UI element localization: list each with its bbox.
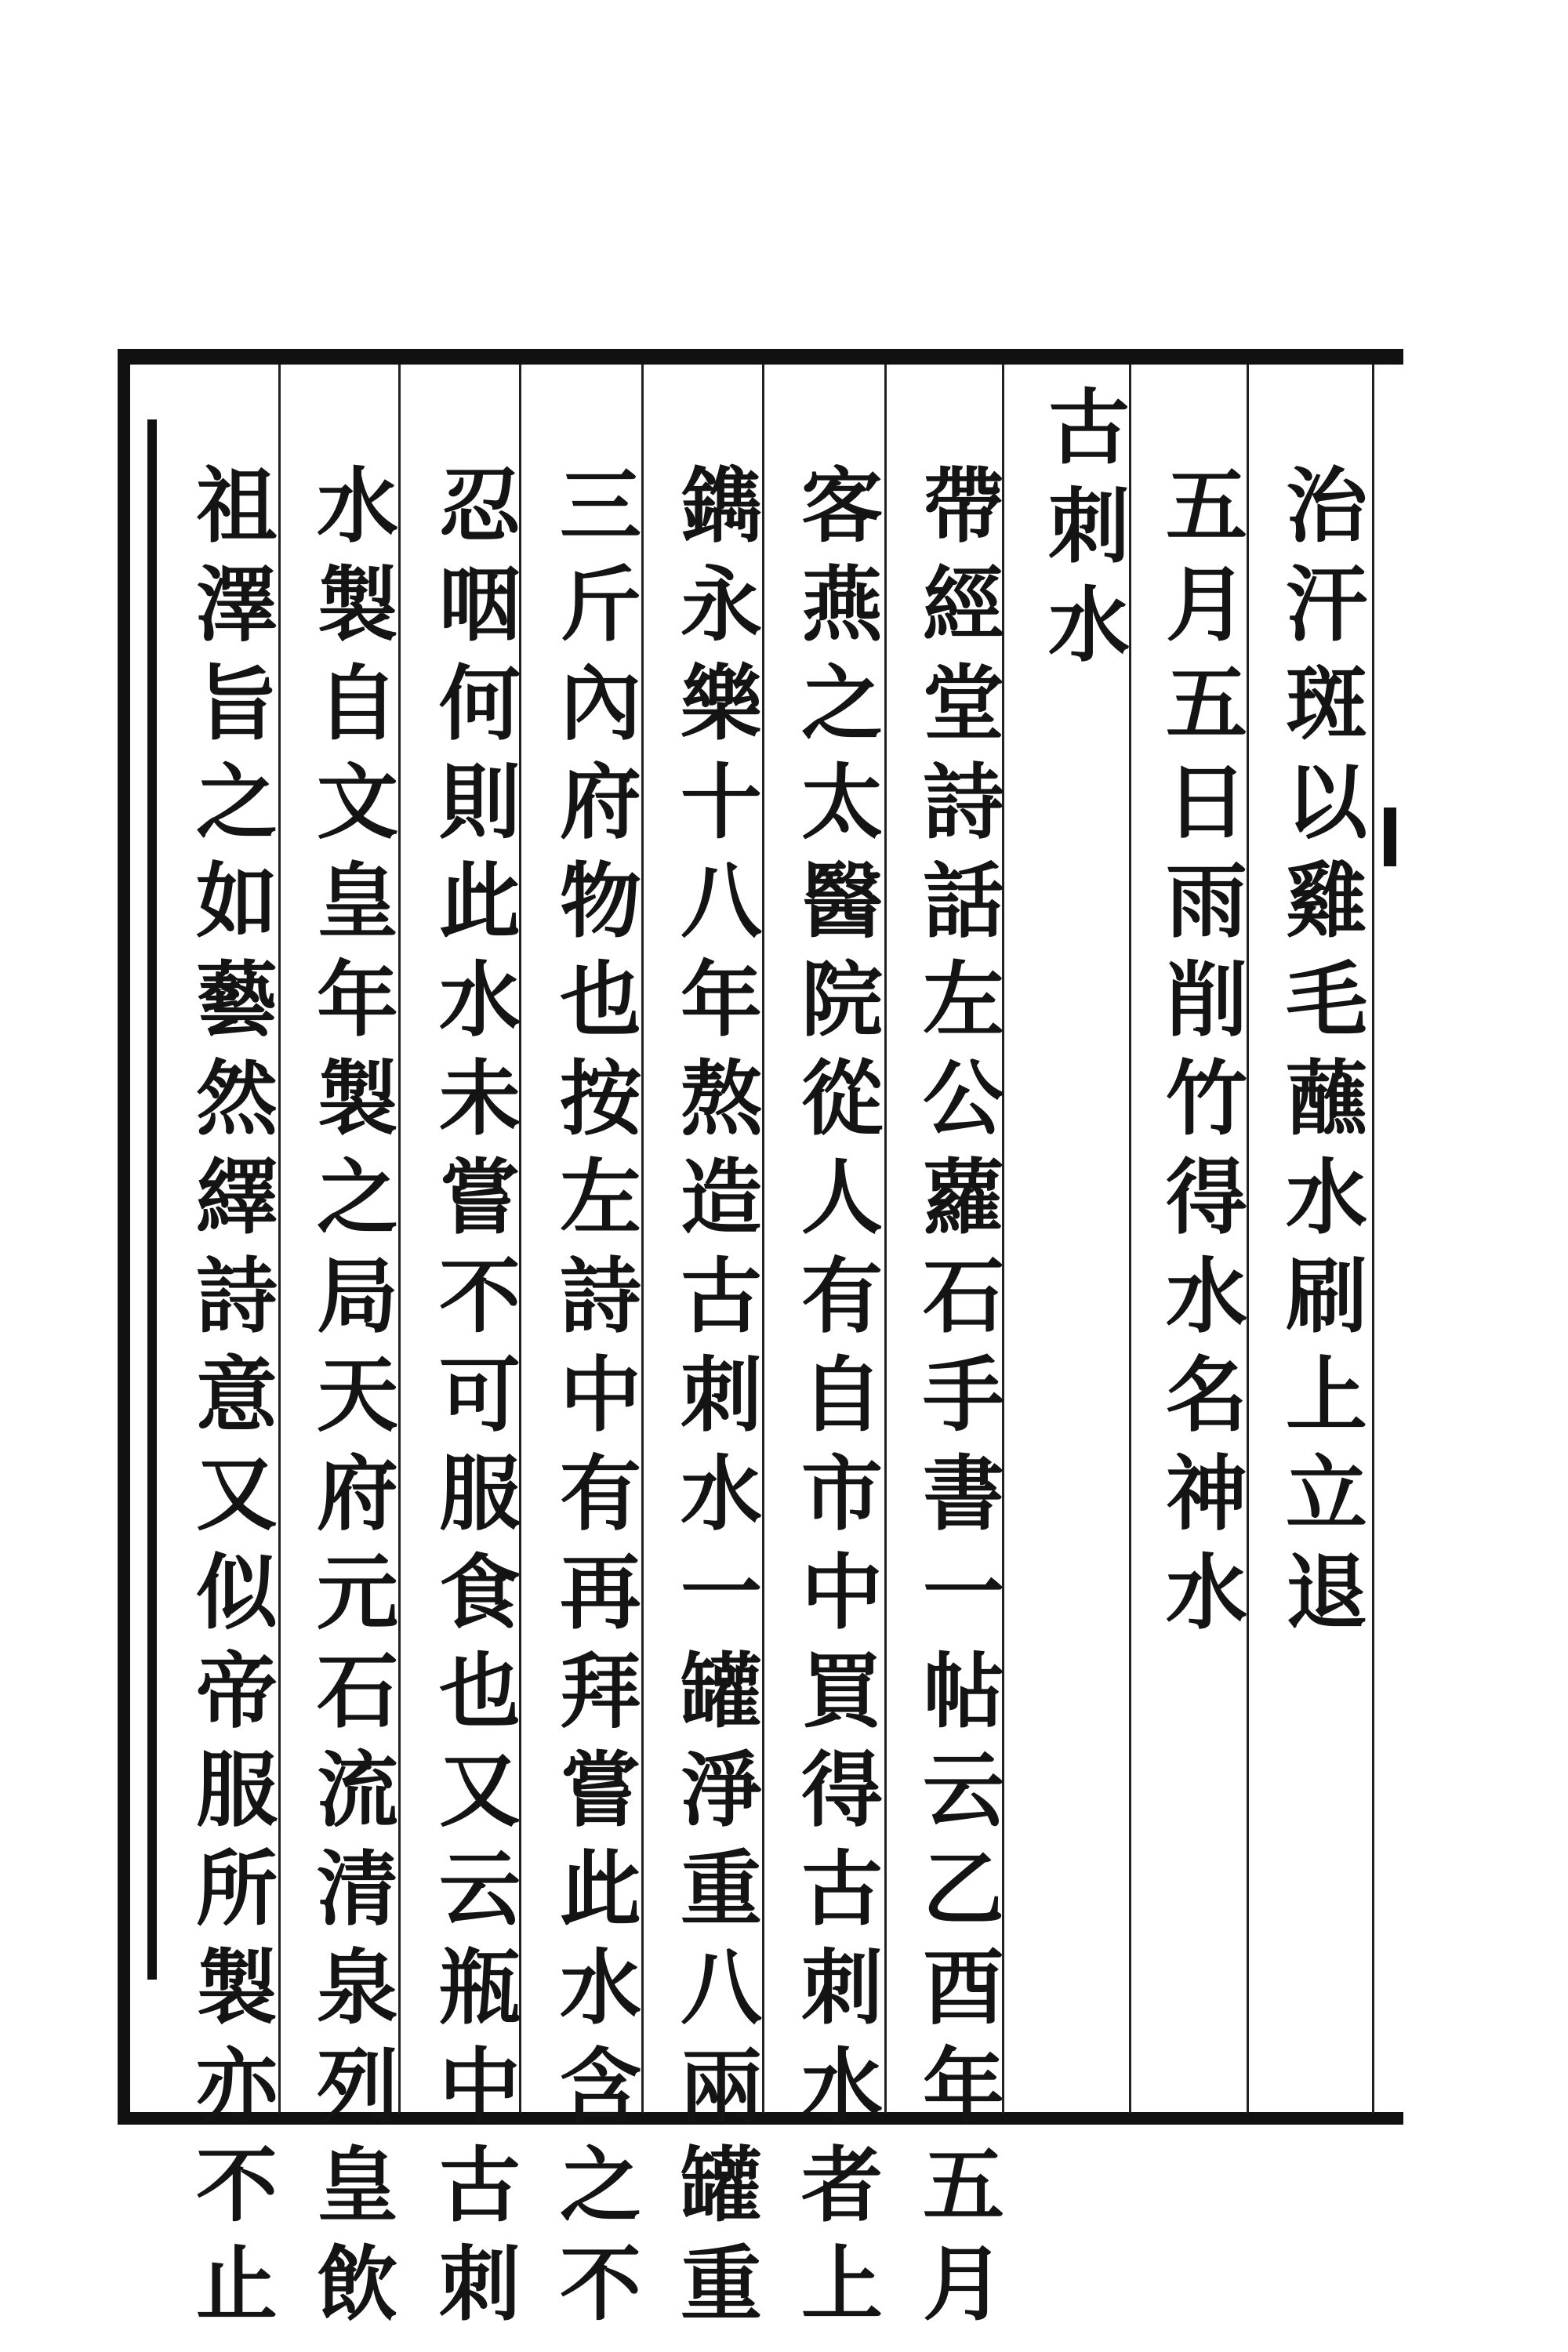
- text-column-2: 五月五日雨削竹得水名神水: [1152, 463, 1248, 1648]
- margin-mark: [1384, 808, 1396, 866]
- text-column-3: 古刺水: [1034, 384, 1131, 681]
- text-column-5: 客燕之太醫院從人有自市中買得古刺水者上: [787, 463, 884, 2339]
- text-column-10: 祖澤旨之如藝然繹詩意又似帝服所製亦不止: [182, 463, 278, 2339]
- frame-left-rule: [118, 349, 130, 2125]
- frame-top-rule: [118, 349, 1403, 365]
- text-column-9: 水製自文皇年製之局天府元石流清泉列皇飲: [303, 463, 399, 2339]
- inner-border-rule: [147, 419, 157, 1980]
- text-column-1: 治汗斑以雞毛蘸水刷上立退: [1272, 463, 1368, 1648]
- text-column-8: 忍咽何則此水未嘗不可服食也又云瓶中古刺: [425, 463, 521, 2339]
- text-column-7: 三斤內府物也按左詩中有再拜嘗此水含之不: [546, 463, 642, 2339]
- text-column-4: 帶經堂詩話左公蘿石手書一帖云乙酉年五月: [909, 463, 1005, 2339]
- text-column-6: 鐫永樂十八年熬造古刺水一罐淨重八兩罐重: [666, 463, 763, 2339]
